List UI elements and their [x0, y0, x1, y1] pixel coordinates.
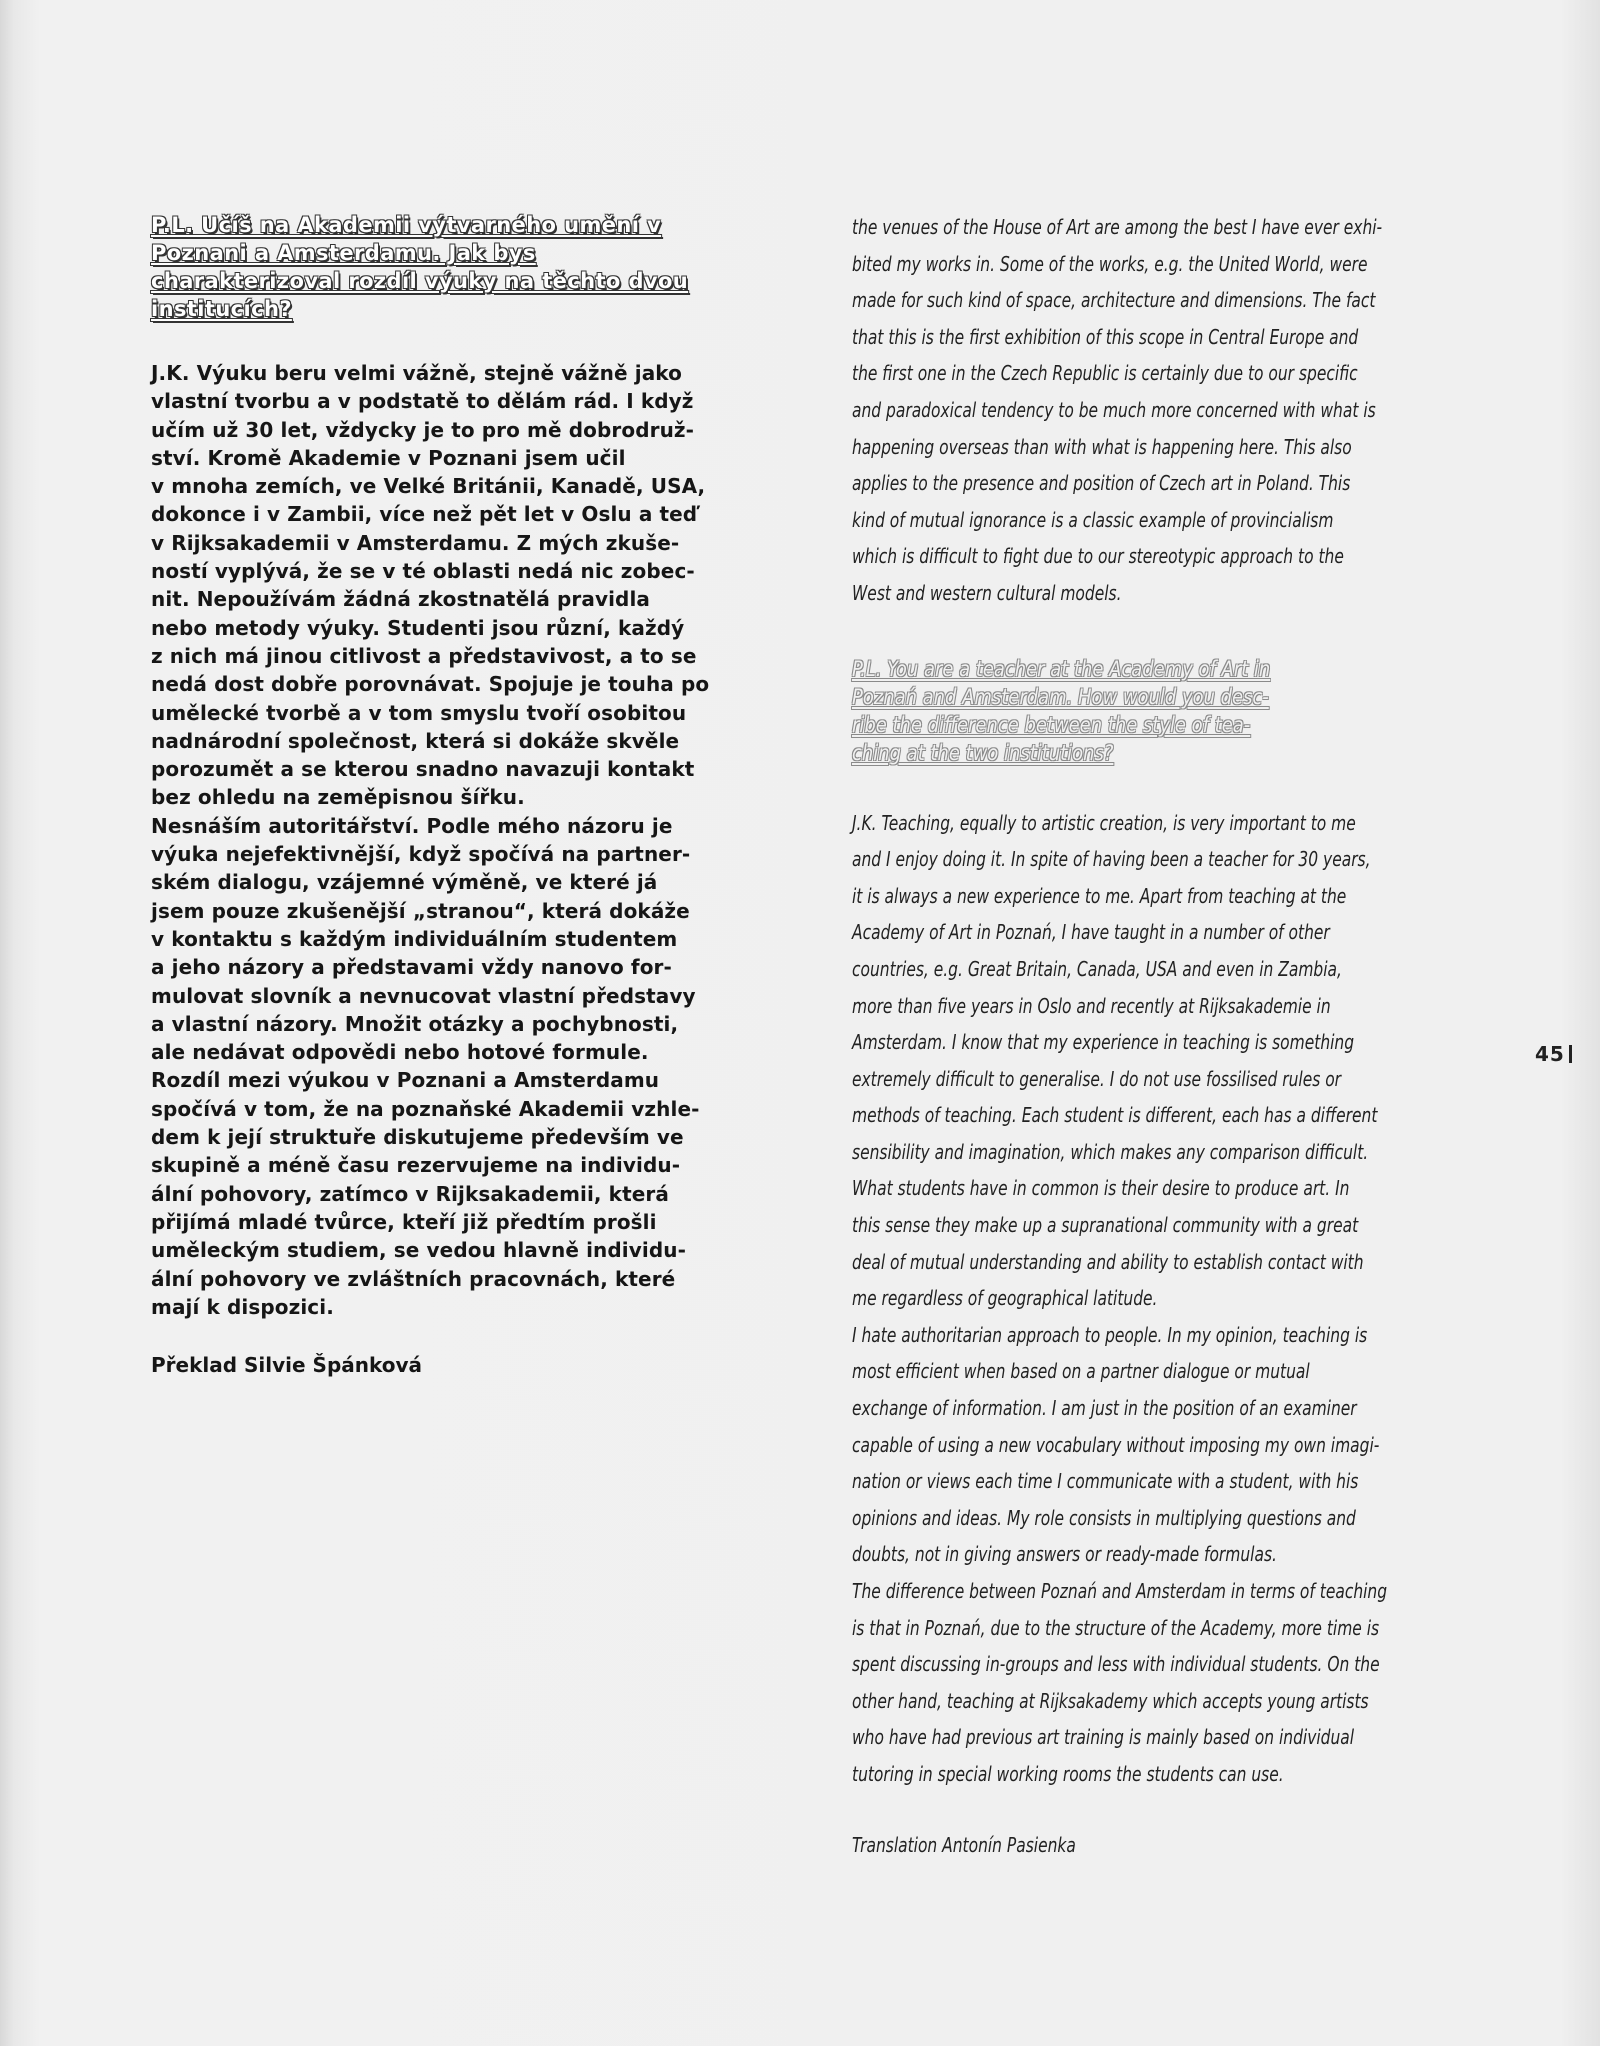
english-translation-credit: Translation Antonín Pasienka	[852, 1832, 1076, 1857]
english-continued-paragraph: the venues of the House of Art are among the best I have ever exhi- bited my works in. Some of the works, e.g. the United World, were made for such kind of space, architecture and dimensions. The fact that this is the first exhibition of this scope in Central Europe and the first one in the Czech Republic is certainly due to our specific and paradoxical tendency to be much more concerned with what is happening overseas than with what is happening here. This also applies to the presence and position of Czech art in Poland. This kind of mutual ignorance is a classic example of provincialism which is difficult to fight due to our stereotypic approach to the West and western cultural models.	[852, 215, 1383, 605]
czech-question: P.L. Učíš na Akademii výtvarného umění v Poznani a Amsterdamu. Jak bys charakterizoval rozdíl výuky na těchto dvou institucích?	[151, 213, 689, 321]
english-answer: J.K. Teaching, equally to artistic creation, is very important to me and I enjoy doing it. In spite of having been a teacher for 30 years, it is always a new experience to me. Apart from teaching at the Academy of Art in Poznań, I have taught in a number of other countries, e.g. Great Britain, Canada, USA and even in Zambia, more than five years in Oslo and recently at Rijksakademie in Amsterdam. I know that my experience in teaching is something extremely difficult to generalise. I do not use fossilised rules or methods of teaching. Each student is different, each has a different sensibility and imagination, which makes any comparison difficult. What students have in common is their desire to produce art. In this sense they make up a supranational community with a great deal of mutual understanding and ability to establish contact with me regardless of geographical latitude. I hate authoritarian approach to people. In my opinion, teaching is most efficient when based on a partner dialogue or mutual exchange of information. I am just in the position of an examiner capable of using a new vocabulary without imposing my own imagi- nation or views each time I communicate with a student, with his opinions and ideas. My role consists in multiplying questions and doubts, not in giving answers or ready-made formulas. The difference between Poznań and Amsterdam in terms of teaching is that in Poznań, due to the structure of the Academy, more time is spent discussing in-groups and less with individual students. On the other hand, teaching at Rijksakademy which accepts young artists who have had previous art training is mainly based on individual tutoring in special working rooms the students can use.	[852, 810, 1388, 1786]
english-column	[852, 209, 1452, 1863]
czech-translation-credit: Překlad Silvie Špánková	[151, 1353, 423, 1378]
english-question: P.L. You are a teacher at the Academy of Art in Poznań and Amsterdam. How would you desc- ribe the difference between the style of tea- ching at the two institutions?	[852, 656, 1271, 765]
czech-column	[151, 211, 713, 1379]
page-number-text: 45	[1535, 1042, 1565, 1066]
page-number-bar	[1569, 1045, 1572, 1063]
page-number	[1535, 1042, 1572, 1066]
czech-answer: J.K. Výuku beru velmi vážně, stejně vážně jako vlastní tvorbu a v podstatě to dělám rád. I když učím už 30 let, vždycky je to pro mě dobrodruž- ství. Kromě Akademie v Poznani jsem učil v mnoha zemích, ve Velké Británii, Kanadě, USA, dokonce i v Zambii, více než pět let v Oslu a teď v Rijksakademii v Amsterdamu. Z mých zkuše- ností vyplývá, že se v té oblasti nedá nic zobec- nit. Nepoužívám žádná zkostnatělá pravidla nebo metody výuky. Studenti jsou různí, každý z nich má jinou citlivost a představivost, a to se nedá dost dobře porovnávat. Spojuje je touha po umělecké tvorbě a v tom smyslu tvoří osobitou nadnárodní společnost, která si dokáže skvěle porozumět a se kterou snadno navazuji kontakt bez ohledu na zeměpisnou šířku. Nesnáším autoritářství. Podle mého názoru je výuka nejefektivnější, když spočívá na partner- ském dialogu, vzájemné výměně, ve které já jsem pouze zkušenější „stranou“, která dokáže v kontaktu s každým individuálním studentem a jeho názory a představami vždy nanovo for- mulovat slovník a nevnucovat vlastní představy a vlastní názory. Množit otázky a pochybnosti, ale nedávat odpovědi nebo hotové formule. Rozdíl mezi výukou v Poznani a Amsterdamu spočívá v tom, že na poznaňské Akademii vzhle- dem k její struktuře diskutujeme především ve skupině a méně času rezervujeme na individu- ální pohovory, zatímco v Rijksakademii, která přijímá mladé tvůrce, kteří již předtím prošli uměleckým studiem, se vedou hlavně individu- ální pohovory ve zvláštních pracovnách, které mají k dispozici.	[151, 361, 710, 1319]
